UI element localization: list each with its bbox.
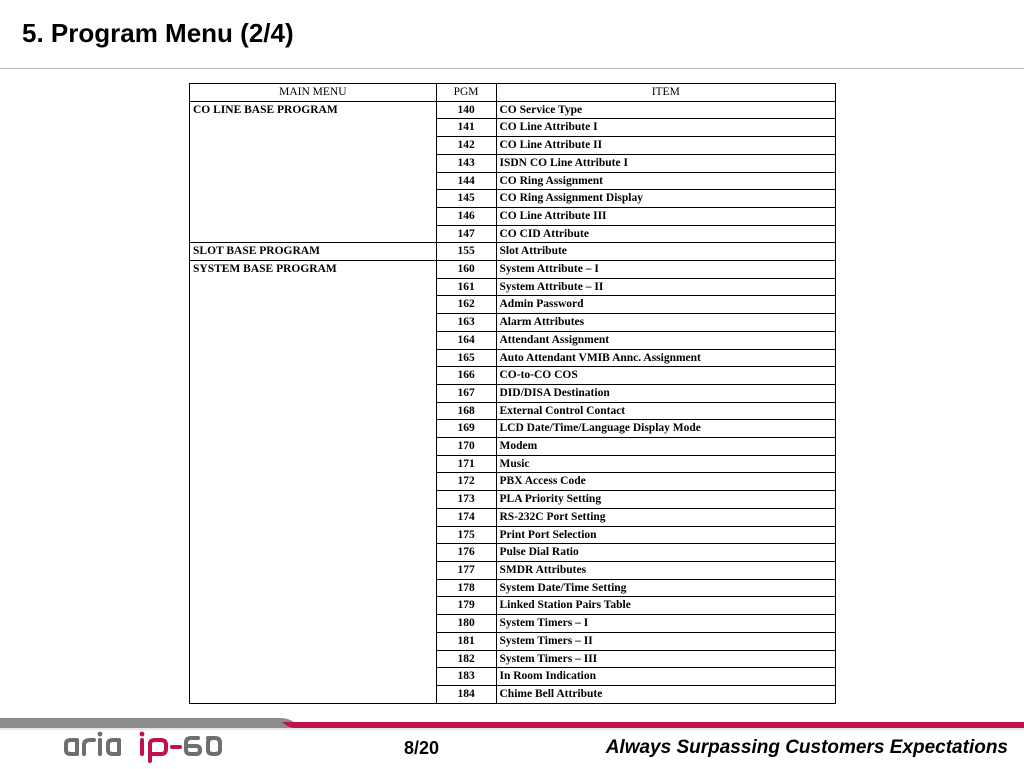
main-menu-cell bbox=[190, 296, 437, 314]
item-cell: Music bbox=[496, 455, 836, 473]
table-row bbox=[190, 455, 836, 473]
header-main-menu: MAIN MENU bbox=[190, 84, 437, 102]
pgm-cell: 147 bbox=[436, 225, 496, 243]
pgm-cell: 167 bbox=[436, 384, 496, 402]
main-menu-cell bbox=[190, 508, 437, 526]
item-cell: CO CID Attribute bbox=[496, 225, 836, 243]
item-cell: PBX Access Code bbox=[496, 473, 836, 491]
item-cell: Modem bbox=[496, 438, 836, 456]
item-cell: Slot Attribute bbox=[496, 243, 836, 261]
pgm-cell: 184 bbox=[436, 685, 496, 703]
pgm-cell: 144 bbox=[436, 172, 496, 190]
program-menu-table bbox=[189, 83, 836, 704]
table-row bbox=[190, 243, 836, 261]
item-cell: Pulse Dial Ratio bbox=[496, 544, 836, 562]
main-menu-cell bbox=[190, 668, 437, 686]
pgm-cell: 172 bbox=[436, 473, 496, 491]
pgm-cell: 174 bbox=[436, 508, 496, 526]
header-item: ITEM bbox=[496, 84, 836, 102]
table-row bbox=[190, 508, 836, 526]
table-row bbox=[190, 367, 836, 385]
main-menu-cell bbox=[190, 367, 437, 385]
pgm-cell: 141 bbox=[436, 119, 496, 137]
item-cell: In Room Indication bbox=[496, 668, 836, 686]
main-menu-cell bbox=[190, 650, 437, 668]
main-menu-cell bbox=[190, 544, 437, 562]
page-number: 8/20 bbox=[404, 738, 440, 758]
table-row bbox=[190, 420, 836, 438]
main-menu-cell bbox=[190, 615, 437, 633]
title-divider bbox=[0, 68, 1024, 69]
main-menu-cell bbox=[190, 473, 437, 491]
main-menu-cell bbox=[190, 137, 437, 155]
item-cell: Alarm Attributes bbox=[496, 314, 836, 332]
item-cell: Attendant Assignment bbox=[496, 331, 836, 349]
table-row bbox=[190, 172, 836, 190]
aria-ip-60-logo bbox=[62, 728, 237, 764]
item-cell: System Timers – III bbox=[496, 650, 836, 668]
main-menu-cell bbox=[190, 438, 437, 456]
pgm-cell: 181 bbox=[436, 632, 496, 650]
pgm-cell: 169 bbox=[436, 420, 496, 438]
main-menu-cell bbox=[190, 119, 437, 137]
table-row bbox=[190, 491, 836, 509]
main-menu-cell bbox=[190, 402, 437, 420]
main-menu-cell bbox=[190, 632, 437, 650]
main-menu-cell bbox=[190, 561, 437, 579]
table-row bbox=[190, 278, 836, 296]
table-row bbox=[190, 154, 836, 172]
item-cell: System Timers – I bbox=[496, 615, 836, 633]
item-cell: Chime Bell Attribute bbox=[496, 685, 836, 703]
item-cell: External Control Contact bbox=[496, 402, 836, 420]
table-row bbox=[190, 101, 836, 119]
pgm-cell: 166 bbox=[436, 367, 496, 385]
item-cell: ISDN CO Line Attribute I bbox=[496, 154, 836, 172]
main-menu-cell bbox=[190, 314, 437, 332]
item-cell: System Attribute – II bbox=[496, 278, 836, 296]
pgm-cell: 176 bbox=[436, 544, 496, 562]
footer-slogan: Always Surpassing Customers Expectations bbox=[605, 737, 1008, 758]
pgm-cell: 178 bbox=[436, 579, 496, 597]
item-cell: LCD Date/Time/Language Display Mode bbox=[496, 420, 836, 438]
main-menu-cell: SYSTEM BASE PROGRAM bbox=[190, 261, 437, 279]
pgm-cell: 142 bbox=[436, 137, 496, 155]
pgm-cell: 143 bbox=[436, 154, 496, 172]
table-header-row bbox=[190, 84, 836, 102]
pgm-cell: 180 bbox=[436, 615, 496, 633]
header-pgm: PGM bbox=[436, 84, 496, 102]
table-row bbox=[190, 331, 836, 349]
pgm-cell: 173 bbox=[436, 491, 496, 509]
item-cell: Linked Station Pairs Table bbox=[496, 597, 836, 615]
item-cell: Admin Password bbox=[496, 296, 836, 314]
item-cell: System Date/Time Setting bbox=[496, 579, 836, 597]
table-row bbox=[190, 402, 836, 420]
item-cell: CO Line Attribute II bbox=[496, 137, 836, 155]
pgm-cell: 175 bbox=[436, 526, 496, 544]
main-menu-cell bbox=[190, 225, 437, 243]
pgm-cell: 162 bbox=[436, 296, 496, 314]
main-menu-cell bbox=[190, 597, 437, 615]
item-cell: CO-to-CO COS bbox=[496, 367, 836, 385]
main-menu-cell bbox=[190, 685, 437, 703]
table-row bbox=[190, 561, 836, 579]
page-title: 5. Program Menu (2/4) bbox=[22, 18, 294, 48]
table-row bbox=[190, 225, 836, 243]
main-menu-cell bbox=[190, 491, 437, 509]
pgm-cell: 177 bbox=[436, 561, 496, 579]
table-row bbox=[190, 190, 836, 208]
pgm-cell: 165 bbox=[436, 349, 496, 367]
table-row bbox=[190, 119, 836, 137]
pgm-cell: 182 bbox=[436, 650, 496, 668]
item-cell: System Attribute – I bbox=[496, 261, 836, 279]
table-row bbox=[190, 650, 836, 668]
item-cell: SMDR Attributes bbox=[496, 561, 836, 579]
item-cell: System Timers – II bbox=[496, 632, 836, 650]
main-menu-cell bbox=[190, 349, 437, 367]
main-menu-cell bbox=[190, 278, 437, 296]
main-menu-cell: CO LINE BASE PROGRAM bbox=[190, 101, 437, 119]
pgm-cell: 183 bbox=[436, 668, 496, 686]
item-cell: Print Port Selection bbox=[496, 526, 836, 544]
pgm-cell: 145 bbox=[436, 190, 496, 208]
pgm-cell: 179 bbox=[436, 597, 496, 615]
item-cell: CO Line Attribute III bbox=[496, 207, 836, 225]
main-menu-cell bbox=[190, 420, 437, 438]
main-menu-cell: SLOT BASE PROGRAM bbox=[190, 243, 437, 261]
table-row bbox=[190, 632, 836, 650]
pgm-cell: 164 bbox=[436, 331, 496, 349]
table-row bbox=[190, 137, 836, 155]
pgm-cell: 163 bbox=[436, 314, 496, 332]
table-row bbox=[190, 668, 836, 686]
table-row bbox=[190, 615, 836, 633]
item-cell: Auto Attendant VMIB Annc. Assignment bbox=[496, 349, 836, 367]
table-row bbox=[190, 438, 836, 456]
main-menu-cell bbox=[190, 331, 437, 349]
main-menu-cell bbox=[190, 154, 437, 172]
table-row bbox=[190, 579, 836, 597]
pgm-cell: 146 bbox=[436, 207, 496, 225]
main-menu-cell bbox=[190, 579, 437, 597]
table-row bbox=[190, 314, 836, 332]
table-row bbox=[190, 384, 836, 402]
pgm-cell: 168 bbox=[436, 402, 496, 420]
item-cell: CO Line Attribute I bbox=[496, 119, 836, 137]
table-row bbox=[190, 685, 836, 703]
pgm-cell: 155 bbox=[436, 243, 496, 261]
table-row bbox=[190, 597, 836, 615]
pgm-cell: 170 bbox=[436, 438, 496, 456]
table-row bbox=[190, 349, 836, 367]
table-row bbox=[190, 261, 836, 279]
item-cell: CO Service Type bbox=[496, 101, 836, 119]
main-menu-cell bbox=[190, 526, 437, 544]
pgm-cell: 160 bbox=[436, 261, 496, 279]
item-cell: CO Ring Assignment bbox=[496, 172, 836, 190]
main-menu-cell bbox=[190, 190, 437, 208]
table-body bbox=[190, 101, 836, 703]
main-menu-cell bbox=[190, 172, 437, 190]
table-row bbox=[190, 296, 836, 314]
table-row bbox=[190, 526, 836, 544]
main-menu-cell bbox=[190, 455, 437, 473]
main-menu-cell bbox=[190, 384, 437, 402]
item-cell: CO Ring Assignment Display bbox=[496, 190, 836, 208]
item-cell: DID/DISA Destination bbox=[496, 384, 836, 402]
item-cell: PLA Priority Setting bbox=[496, 491, 836, 509]
item-cell: RS-232C Port Setting bbox=[496, 508, 836, 526]
pgm-cell: 171 bbox=[436, 455, 496, 473]
main-menu-cell bbox=[190, 207, 437, 225]
pgm-cell: 161 bbox=[436, 278, 496, 296]
table-row bbox=[190, 473, 836, 491]
table-row bbox=[190, 544, 836, 562]
pgm-cell: 140 bbox=[436, 101, 496, 119]
table-row bbox=[190, 207, 836, 225]
